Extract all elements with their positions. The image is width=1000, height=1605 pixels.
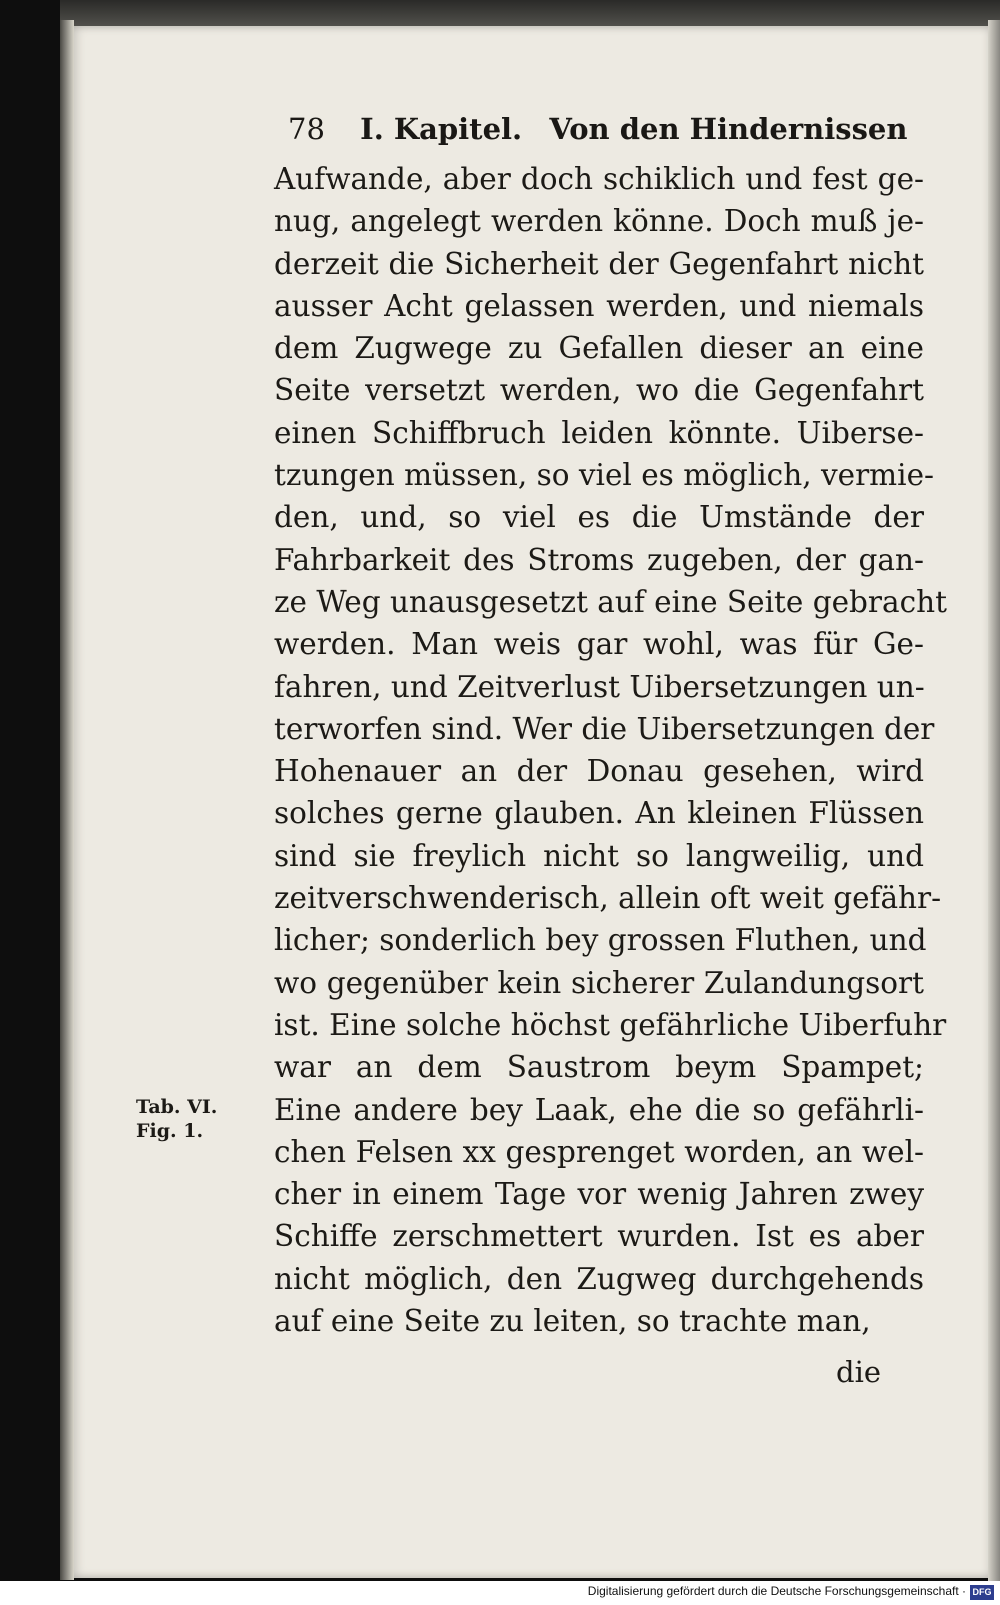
dfg-logo-icon: DFG <box>970 1585 994 1600</box>
funding-notice: Digitalisierung gefördert durch die Deutsche Forschungsgemeinschaft · <box>587 1584 966 1598</box>
text-line: ist. Eine solche höchst gefährliche Uiberfuhr <box>274 1007 947 1042</box>
page-number: 78 <box>288 112 325 146</box>
digitization-footer <box>0 1581 1000 1605</box>
chapter-label: I. Kapitel. <box>360 112 523 146</box>
text-line: werden. Man weis gar wohl, was für Ge- <box>274 627 924 662</box>
text-line: nug, angelegt werden könne. Doch muß je- <box>274 204 924 239</box>
text-line: derzeit die Sicherheit der Gegenfahrt nicht <box>274 246 924 281</box>
text-line: fahren, und Zeitverlust Uibersetzungen un- <box>274 669 925 704</box>
text-line: wo gegenüber kein sicherer Zulandungsort <box>274 965 924 1000</box>
book-spine <box>60 20 74 1580</box>
text-line: Hohenauer an der Donau gesehen, wird <box>274 754 924 789</box>
text-line: solches gerne glauben. An kleinen Flüssen <box>274 796 924 831</box>
margin-note <box>136 1095 217 1143</box>
margin-note-figure: Fig. 1. <box>136 1120 204 1142</box>
catchword: die <box>836 1355 882 1389</box>
text-line: tzungen müssen, so viel es möglich, vermie- <box>274 458 935 493</box>
text-line: dem Zugwege zu Gefallen dieser an eine <box>274 331 924 366</box>
page-right-edge <box>988 20 1000 1585</box>
text-line: ze Weg unausgesetzt auf eine Seite gebracht <box>274 584 947 619</box>
text-line: ausser Acht gelassen werden, und niemals <box>274 288 924 323</box>
text-line: einen Schiffbruch leiden könnte. Uiberse- <box>274 415 924 450</box>
text-line: cher in einem Tage vor wenig Jahren zwey <box>274 1177 924 1212</box>
text-line: nicht möglich, den Zugweg durchgehends <box>274 1261 924 1296</box>
text-line: terworfen sind. Wer die Uibersetzungen der <box>274 711 935 746</box>
text-line: Eine andere bey Laak, ehe die so gefährli- <box>274 1092 924 1127</box>
text-line: Fahrbarkeit des Stroms zugeben, der gan- <box>274 542 924 577</box>
text-line: den, und, so viel es die Umstände der <box>274 500 924 535</box>
text-line: Schiffe zerschmettert wurden. Ist es aber <box>274 1219 924 1254</box>
text-line: licher; sonderlich bey grossen Fluthen, und <box>274 923 927 958</box>
text-line: chen Felsen xx gesprenget worden, an wel- <box>274 1134 924 1169</box>
text-line: Aufwande, aber doch schiklich und fest ge- <box>274 162 924 196</box>
text-line: sind sie freylich nicht so langweilig, und <box>274 838 924 873</box>
page-header <box>288 112 908 146</box>
text-line: zeitverschwenderisch, allein oft weit gefähr- <box>274 881 942 916</box>
text-line: Seite versetzt werden, wo die Gegenfahrt <box>274 373 924 408</box>
text-line: war an dem Saustrom beym Spampet; <box>274 1050 924 1085</box>
margin-note-table: Tab. VI. <box>136 1096 218 1118</box>
body-text <box>274 158 947 1342</box>
running-title: Von den Hindernissen <box>549 112 908 146</box>
text-line: auf eine Seite zu leiten, so trachte man, <box>274 1304 871 1339</box>
